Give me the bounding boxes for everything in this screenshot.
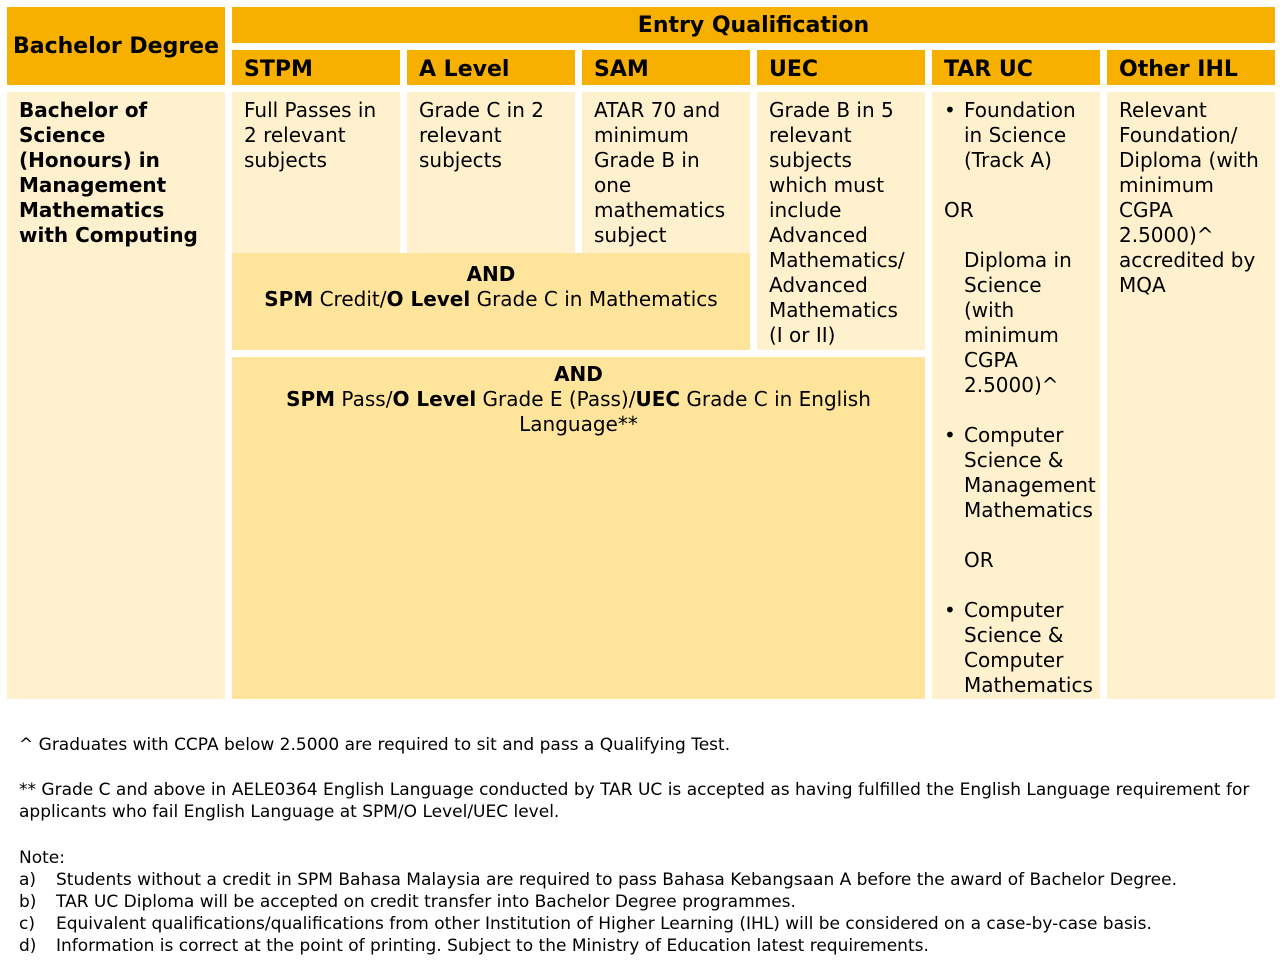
mathematics-requirement: SPM Credit/O Level Grade C in Mathematics — [264, 287, 718, 311]
uec-requirement-cell: Grade B in 5 relevant subjects which must include Advanced Mathematics/ Advanced Mathematics (I or II) — [757, 92, 925, 350]
other-ihl-requirement-cell: Relevant Foundation/ Diploma (with minimum CGPA 2.5000)^ accredited by MQA — [1107, 92, 1275, 699]
and-english-cell — [232, 357, 925, 699]
bachelor-degree-label: Bachelor Degree — [12, 33, 220, 59]
bachelor-degree-header — [7, 7, 225, 85]
column-header-a-level: A Level — [407, 50, 575, 85]
sam-requirement-cell: ATAR 70 and minimum Grade B in one mathematics subject — [582, 92, 750, 253]
note-item: d) Information is correct at the point of printing. Subject to the Ministry of Education latest requirements. — [19, 936, 929, 956]
bullet-icon: • — [944, 98, 956, 122]
or-label: OR — [964, 548, 994, 572]
or-label: OR — [944, 198, 974, 222]
tar-uc-requirement-cell — [932, 92, 1100, 699]
notes-section — [19, 847, 1177, 957]
column-header-stpm: STPM — [232, 50, 400, 85]
tar-uc-item-cs-management-math: • Computer Science & Management Mathematics — [944, 423, 1096, 522]
stpm-requirement-cell: Full Passes in 2 relevant subjects — [232, 92, 400, 253]
tar-uc-item-cs-computer-math: • Computer Science & Computer Mathematics — [944, 598, 1093, 697]
note-item: c) Equivalent qualifications/qualifications from other Institution of Higher Learning (IHL) will be considered on a case-by-case basis. — [19, 914, 1152, 934]
column-header-sam: SAM — [582, 50, 750, 85]
programme-name: Bachelor of Science (Honours) in Management Mathematics with Computing — [19, 98, 198, 247]
a-level-requirement-cell: Grade C in 2 relevant subjects — [407, 92, 575, 253]
note-item: b) TAR UC Diploma will be accepted on credit transfer into Bachelor Degree programmes. — [19, 892, 796, 912]
column-header-uec: UEC — [757, 50, 925, 85]
entry-qualification-header — [232, 7, 1275, 43]
note-item: a) Students without a credit in SPM Bahasa Malaysia are required to pass Bahasa Kebangsaan A before the award of Bachelor Degree. — [19, 870, 1177, 890]
bullet-icon: • — [944, 598, 956, 622]
bullet-icon: • — [944, 423, 956, 447]
entry-qualification-label: Entry Qualification — [637, 12, 870, 38]
and-label: AND — [554, 362, 603, 386]
and-mathematics-cell — [232, 253, 750, 350]
column-header-tar-uc: TAR UC — [932, 50, 1100, 85]
english-requirement: SPM Pass/O Level Grade E (Pass)/UEC Grade C in English Language** — [286, 387, 871, 436]
and-label: AND — [466, 262, 516, 286]
caret-footnote: ^ Graduates with CCPA below 2.5000 are required to sit and pass a Qualifying Test. — [19, 735, 731, 755]
tar-uc-item-diploma: Diploma in Science (with minimum CGPA 2.5000)^ — [964, 248, 1072, 397]
notes-title: Note: — [19, 848, 65, 868]
double-star-footnote: ** Grade C and above in AELE0364 English Language conducted by TAR UC is accepted as having fulfilled the English Language requirement for applicants who fail English Language at SPM/O Level/UEC level. — [19, 780, 1250, 822]
column-header-other-ihl: Other IHL — [1107, 50, 1275, 85]
tar-uc-item-foundation: • Foundation in Science (Track A) — [944, 98, 1076, 172]
programme-name-cell — [7, 92, 225, 699]
